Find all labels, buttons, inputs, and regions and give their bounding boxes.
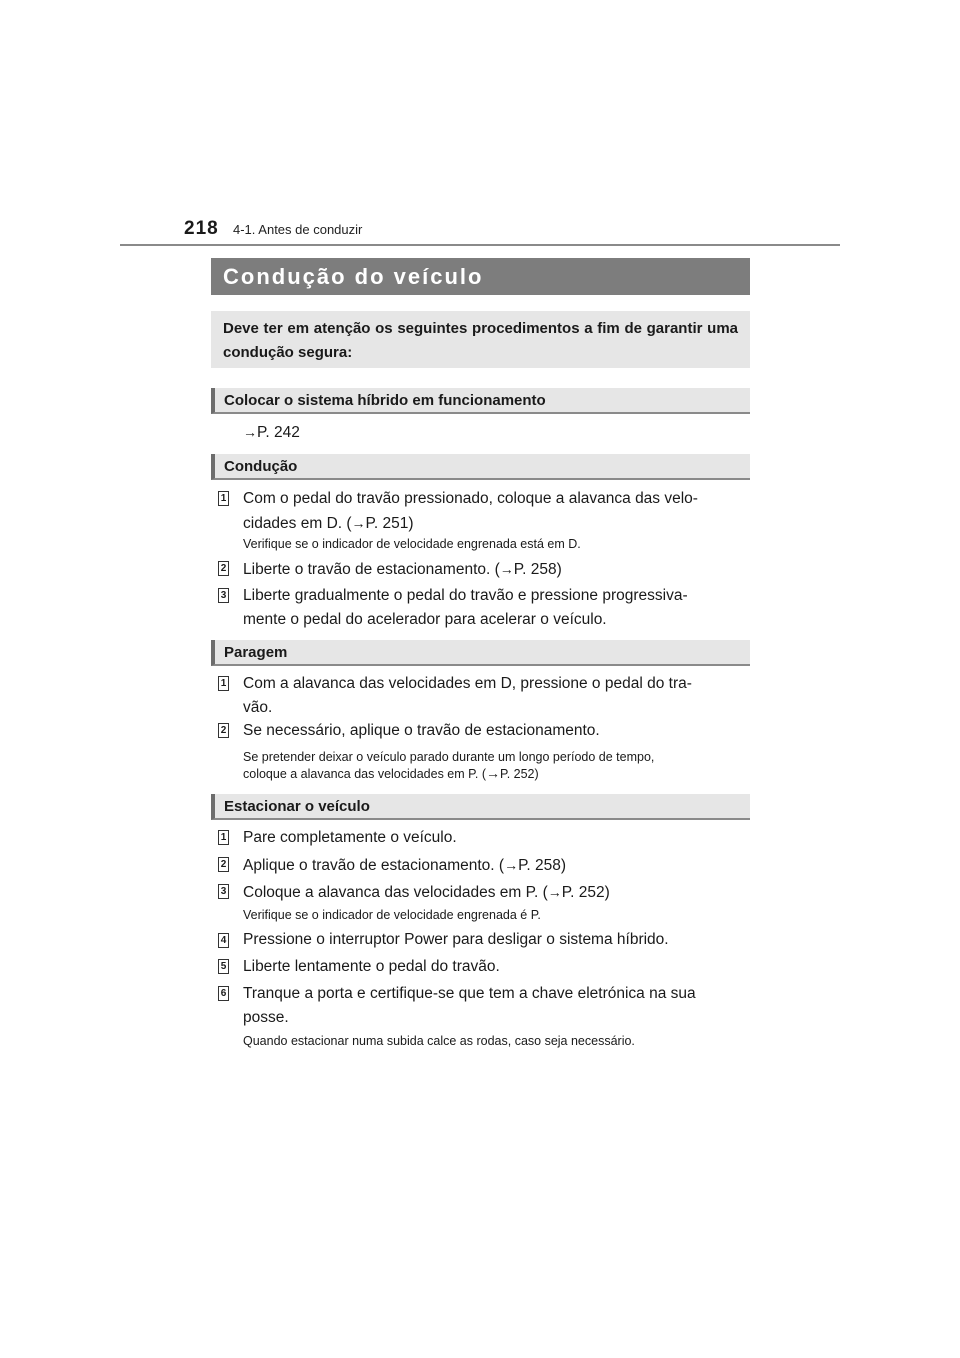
parking-step-3 — [243, 880, 750, 905]
section-heading-parking: Estacionar o veículo — [211, 794, 750, 820]
header-divider — [120, 244, 840, 246]
step-reference[interactable]: P. 258) — [513, 561, 562, 578]
step-note: Verifique se o indicador de velocidade engrenada está em D. — [243, 537, 581, 551]
arrow-right-icon: → — [351, 515, 366, 531]
step-note: Se pretender deixar o veículo parado durante um longo período de tempo, coloque a alavanca das velocidades em P. (→P. 252) — [243, 750, 655, 781]
step-number-badge: 1 — [218, 830, 229, 845]
arrow-right-icon: → — [547, 884, 562, 900]
stopping-step-1 — [243, 672, 750, 720]
step-text: Liberte o travão de estacionamento. ( — [243, 561, 500, 578]
arrow-right-icon: → — [504, 857, 519, 873]
step-number-badge: 6 — [218, 986, 229, 1001]
driving-step-3 — [243, 584, 750, 632]
note-reference[interactable]: P. 252) — [499, 767, 539, 781]
step-text: Liberte gradualmente o pedal do travão e pressione progressiva- — [243, 587, 688, 604]
step-number-badge: 2 — [218, 857, 229, 872]
step-text: Coloque a alavanca das velocidades em P. ( — [243, 884, 548, 901]
step-note: Verifique se o indicador de velocidade engrenada é P. — [243, 908, 541, 922]
step-number-badge: 3 — [218, 588, 229, 603]
parking-step-2 — [243, 853, 750, 878]
start-reference-text: P. 242 — [257, 424, 300, 441]
start-reference[interactable] — [243, 420, 300, 445]
stopping-step-2: Se necessário, aplique o travão de estacionamento. — [243, 722, 600, 739]
section-heading-stopping: Paragem — [211, 640, 750, 666]
parking-step-4: Pressione o interruptor Power para desligar o sistema híbrido. — [243, 931, 669, 948]
driving-step-2 — [243, 557, 750, 582]
step-number-badge: 1 — [218, 491, 229, 506]
parking-step-5: Liberte lentamente o pedal do travão. — [243, 958, 500, 975]
arrow-right-icon: → — [485, 765, 500, 781]
page-title: Condução do veículo — [211, 258, 750, 295]
step-text: Tranque a porta e certifique-se que tem a chave eletrónica na sua — [243, 985, 696, 1002]
driving-step-1 — [243, 487, 750, 536]
step-note: Quando estacionar numa subida calce as rodas, caso seja necessário. — [243, 1034, 635, 1048]
step-text: Aplique o travão de estacionamento. ( — [243, 857, 505, 874]
step-number-badge: 4 — [218, 933, 229, 948]
intro-text: Deve ter em atenção os seguintes procedimentos a fim de garantir uma condução segura: — [223, 320, 738, 361]
step-reference[interactable]: P. 251) — [365, 515, 414, 532]
step-text-cont: posse. — [243, 1009, 289, 1026]
step-reference[interactable]: P. 258) — [518, 857, 567, 874]
parking-step-6 — [243, 982, 750, 1030]
step-text: Com o pedal do travão pressionado, coloque a alavanca das velo- — [243, 490, 698, 507]
step-number-badge: 1 — [218, 676, 229, 691]
section-heading-start: Colocar o sistema híbrido em funcionamento — [211, 388, 750, 414]
arrow-right-icon: → — [499, 561, 514, 577]
step-text-cont: cidades em D. (→P. 251) — [243, 515, 414, 532]
step-text: Com a alavanca das velocidades em D, pressione o pedal do tra- — [243, 675, 692, 692]
intro-box — [211, 311, 750, 368]
step-reference[interactable]: P. 252) — [561, 884, 610, 901]
section-heading-driving: Condução — [211, 454, 750, 480]
step-text-cont: mente o pedal do acelerador para acelerar o veículo. — [243, 611, 607, 628]
step-number-badge: 5 — [218, 959, 229, 974]
step-number-badge: 2 — [218, 561, 229, 576]
arrow-right-icon: → — [243, 424, 257, 440]
step-text-cont: vão. — [243, 699, 273, 716]
step-number-badge: 3 — [218, 884, 229, 899]
parking-step-1: Pare completamente o veículo. — [243, 829, 457, 846]
step-number-badge: 2 — [218, 723, 229, 738]
breadcrumb: 4-1. Antes de conduzir — [233, 222, 363, 237]
page-number: 218 — [184, 218, 219, 239]
